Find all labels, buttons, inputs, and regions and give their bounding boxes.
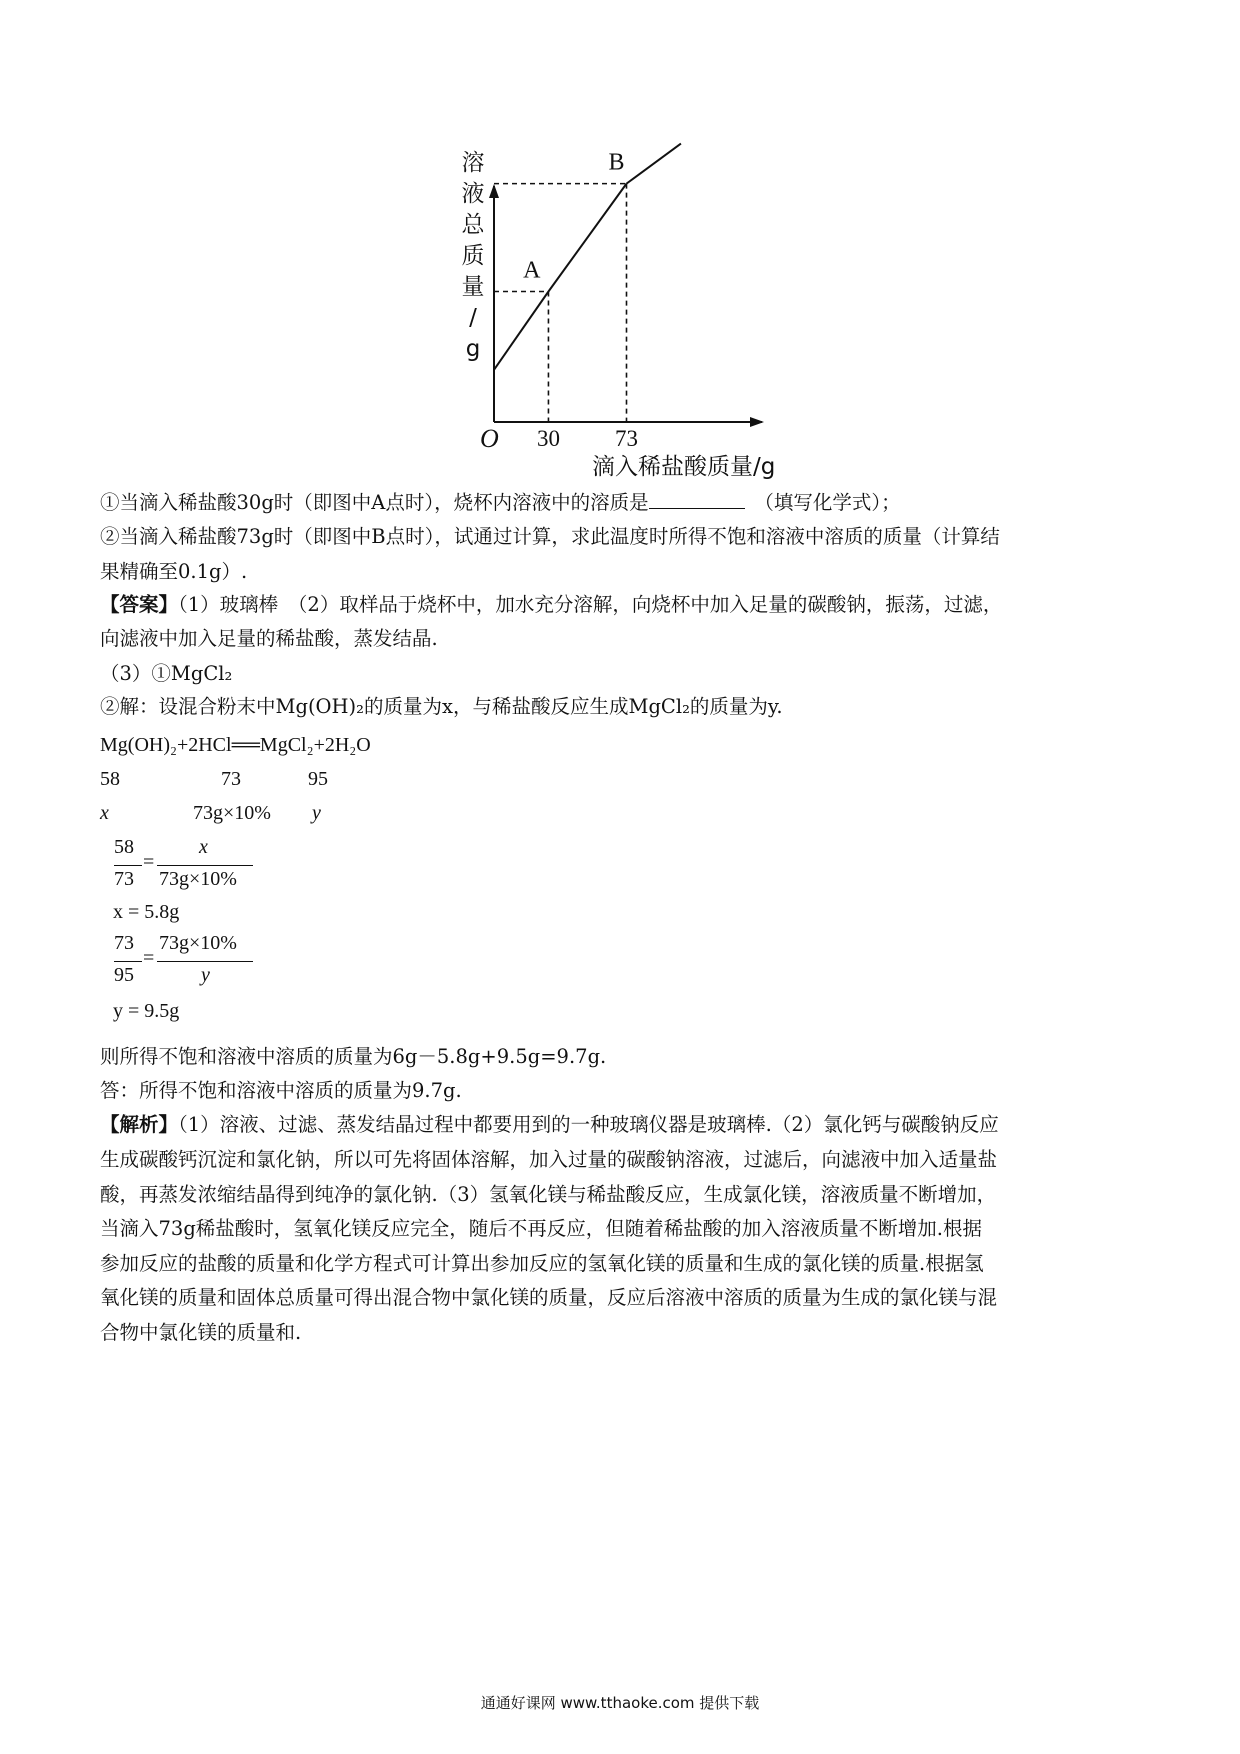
y-axis-label-char: 液 [461, 181, 485, 207]
y-axis-label-char: 溶 [461, 150, 485, 176]
amount-x: x [100, 802, 109, 824]
molar-mass-hcl: 73 [221, 768, 241, 790]
frac2-right-num: 73g×10% [159, 932, 237, 954]
fraction-2-right [157, 932, 257, 996]
guide-lines [494, 184, 626, 422]
q1-suffix: （填写化学式）； [764, 491, 901, 514]
series-segment [626, 144, 680, 184]
question-1 [100, 486, 901, 520]
q1-text: ①当滴入稀盐酸30g时（即图中A点时），烧杯内溶液中的溶质是 [100, 491, 649, 514]
y-axis-label-char: g [465, 336, 481, 362]
y-axis-label-char: 量 [461, 274, 485, 300]
analysis-text-1: （1）溶液、过滤、蒸发结晶过程中都要用到的一种玻璃仪器是玻璃棒.（2）氯化钙与碳酸钠反应 [178, 1113, 999, 1136]
frac1-right-bar [157, 865, 253, 866]
analysis-line7: 合物中氯化镁的质量和. [100, 1321, 302, 1344]
analysis-line5: 参加反应的盐酸的质量和化学方程式可计算出参加反应的氢氧化镁的质量和生成的氯化镁的质量.根据氢 [100, 1252, 984, 1275]
molar-mass-mgcl2: 95 [308, 768, 328, 790]
point-label-A: A [523, 257, 541, 284]
series-lines [494, 144, 681, 370]
answer-line4: ②解：设混合粉末中Mg(OH)₂的质量为x，与稀盐酸反应生成MgCl₂的质量为y. [100, 695, 783, 718]
frac1-left-num: 58 [114, 836, 134, 858]
fraction-1-right [157, 836, 257, 900]
analysis-line6: 氧化镁的质量和固体总质量可得出混合物中氯化镁的质量，反应后溶液中溶质的质量为生成的氯化镁与混 [100, 1286, 998, 1309]
frac2-left-bar [114, 961, 142, 962]
answer-text-1: （1）玻璃棒 （2）取样品于烧杯中，加水充分溶解，向烧杯中加入足量的碳酸钠，振荡，过滤， [178, 593, 1003, 616]
answer-blank [649, 490, 745, 509]
question-2-line2: 果精确至0.1g）. [100, 560, 248, 583]
origin-label: O [480, 424, 499, 453]
frac2-right-bar [157, 961, 253, 962]
frac2-left-den: 95 [114, 964, 134, 986]
x-axis-label: 滴入稀盐酸质量/g [592, 454, 776, 480]
analysis-line4: 当滴入73g稀盐酸时，氢氧化镁反应完全，随后不再反应，但随着稀盐酸的加入溶液质量不断增加.根据 [100, 1217, 982, 1240]
molar-mass-mg-oh2: 58 [100, 768, 120, 790]
chart-labels [523, 150, 638, 451]
y-axis-label-char: 总 [461, 212, 485, 238]
answer-line3: （3）①MgCl₂ [100, 662, 233, 685]
analysis-line3: 酸，再蒸发浓缩结晶得到纯净的氯化钠.（3）氢氧化镁与稀盐酸反应，生成氯化镁，溶液质量不断增加， [100, 1183, 997, 1206]
analysis-line2: 生成碳酸钙沉淀和氯化钠，所以可先将固体溶解，加入过量的碳酸钠溶液，过滤后，向滤液中加入适量盐 [100, 1148, 998, 1171]
answer-line2: 向滤液中加入足量的稀盐酸，蒸发结晶. [100, 627, 438, 650]
conclusion-line1: 则所得不饱和溶液中溶质的质量为6g－5.8g+9.5g=9.7g. [100, 1045, 607, 1068]
frac1-right-den: 73g×10% [159, 868, 237, 890]
x-tick-label: 30 [536, 426, 560, 451]
result-y: y = 9.5g [113, 1000, 180, 1022]
y-axis-label-char: 质 [461, 243, 485, 269]
fraction-1-equals: = [143, 851, 155, 873]
frac1-left-den: 73 [114, 868, 134, 890]
result-x: x = 5.8g [113, 901, 180, 923]
amount-y: y [312, 802, 321, 824]
answer-label: 【答案】 [100, 593, 179, 616]
page-footer: 通通好课网 www.tthaoke.com 提供下载 [480, 1694, 760, 1712]
chemical-equation: Mg(OH)₂+2HCl══MgCl₂+2H₂O [100, 734, 371, 756]
analysis-label: 【解析】 [100, 1113, 179, 1136]
point-label-B: B [608, 149, 625, 176]
amount-hcl: 73g×10% [193, 802, 271, 824]
fraction-1-left [114, 836, 144, 900]
mass-chart [0, 0, 1240, 490]
series-segment [548, 184, 626, 292]
fraction-2-equals: = [143, 947, 155, 969]
frac1-right-num: x [199, 836, 208, 858]
frac2-left-num: 73 [114, 932, 134, 954]
frac1-left-bar [114, 865, 142, 866]
frac2-right-den: y [201, 964, 210, 986]
fraction-2-left [114, 932, 144, 996]
answer-line1 [100, 588, 1002, 622]
series-segment [494, 292, 548, 370]
conclusion-line2: 答：所得不饱和溶液中溶质的质量为9.7g. [100, 1079, 462, 1102]
y-axis-label [458, 148, 488, 365]
analysis-line1 [100, 1108, 999, 1142]
question-2-line1: ②当滴入稀盐酸73g时（即图中B点时），试通过计算，求此温度时所得不饱和溶液中溶质的质量（计算结 [100, 525, 1000, 548]
y-axis-label-char: / [469, 305, 477, 331]
x-tick-label: 73 [614, 426, 638, 451]
